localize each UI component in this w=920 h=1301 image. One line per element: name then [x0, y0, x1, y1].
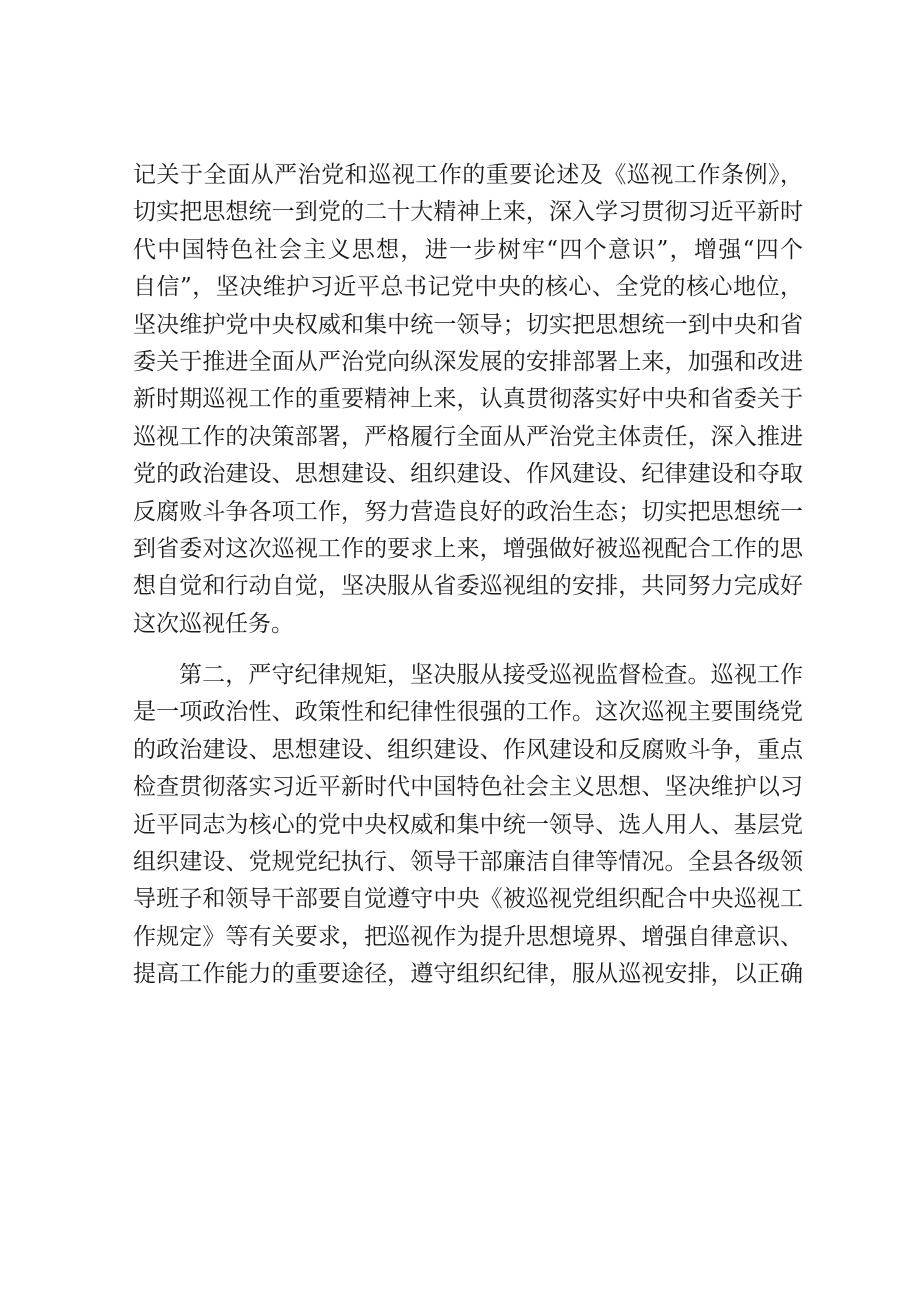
text-line: 导班子和领导干部要自觉遵守中央《被巡视党组织配合中央巡视工 — [133, 886, 803, 913]
text-line: 是一项政治性、政策性和纪律性很强的工作。这次巡视主要围绕党 — [133, 699, 803, 726]
text-line: 想自觉和行动自觉，坚决服从省委巡视组的安排，共同努力完成好 — [133, 573, 803, 600]
text-line: 提高工作能力的重要途径，遵守组织纪律，服从巡视安排，以正确 — [133, 961, 803, 988]
text-line: 这次巡视任务。 — [133, 610, 294, 637]
text-line: 检查贯彻落实习近平新时代中国特色社会主义思想、坚决维护以习 — [133, 774, 803, 801]
text-line: 巡视工作的决策部署，严格履行全面从严治党主体责任，深入推进 — [133, 423, 803, 450]
paragraph-1 — [133, 157, 803, 643]
text-line: 记关于全面从严治党和巡视工作的重要论述及《巡视工作条例》， — [133, 162, 803, 188]
text-line: 代中国特色社会主义思想，进一步树牢“四个意识”，增强“四个 — [133, 236, 803, 263]
text-line: 作规定》等有关要求，把巡视作为提升思想境界、增强自律意识、 — [133, 923, 803, 950]
document-body — [133, 157, 803, 994]
text-line: 的政治建设、思想建设、组织建设、作风建设和反腐败斗争，重点 — [133, 736, 803, 763]
text-line: 到省委对这次巡视工作的要求上来，增强做好被巡视配合工作的思 — [133, 535, 803, 562]
text-line: 委关于推进全面从严治党向纵深发展的安排部署上来，加强和改进 — [133, 348, 803, 375]
text-line: 自信”，坚决维护习近平总书记党中央的核心、全党的核心地位， — [133, 274, 803, 301]
text-line: 第二，严守纪律规矩，坚决服从接受巡视监督检查。巡视工作 — [179, 662, 803, 689]
text-line: 切实把思想统一到党的二十大精神上来，深入学习贯彻习近平新时 — [133, 199, 803, 226]
paragraph-spacer — [133, 643, 803, 657]
text-line: 新时期巡视工作的重要精神上来，认真贯彻落实好中央和省委关于 — [133, 386, 803, 413]
text-line: 组织建设、党规党纪执行、领导干部廉洁自律等情况。全县各级领 — [133, 849, 803, 876]
text-line: 反腐败斗争各项工作，努力营造良好的政治生态；切实把思想统一 — [133, 498, 803, 525]
text-line: 党的政治建设、思想建设、组织建设、作风建设、纪律建设和夺取 — [133, 461, 803, 488]
text-line: 坚决维护党中央权威和集中统一领导；切实把思想统一到中央和省 — [133, 311, 803, 338]
paragraph-2 — [133, 657, 803, 994]
text-line: 近平同志为核心的党中央权威和集中统一领导、选人用人、基层党 — [133, 811, 803, 838]
